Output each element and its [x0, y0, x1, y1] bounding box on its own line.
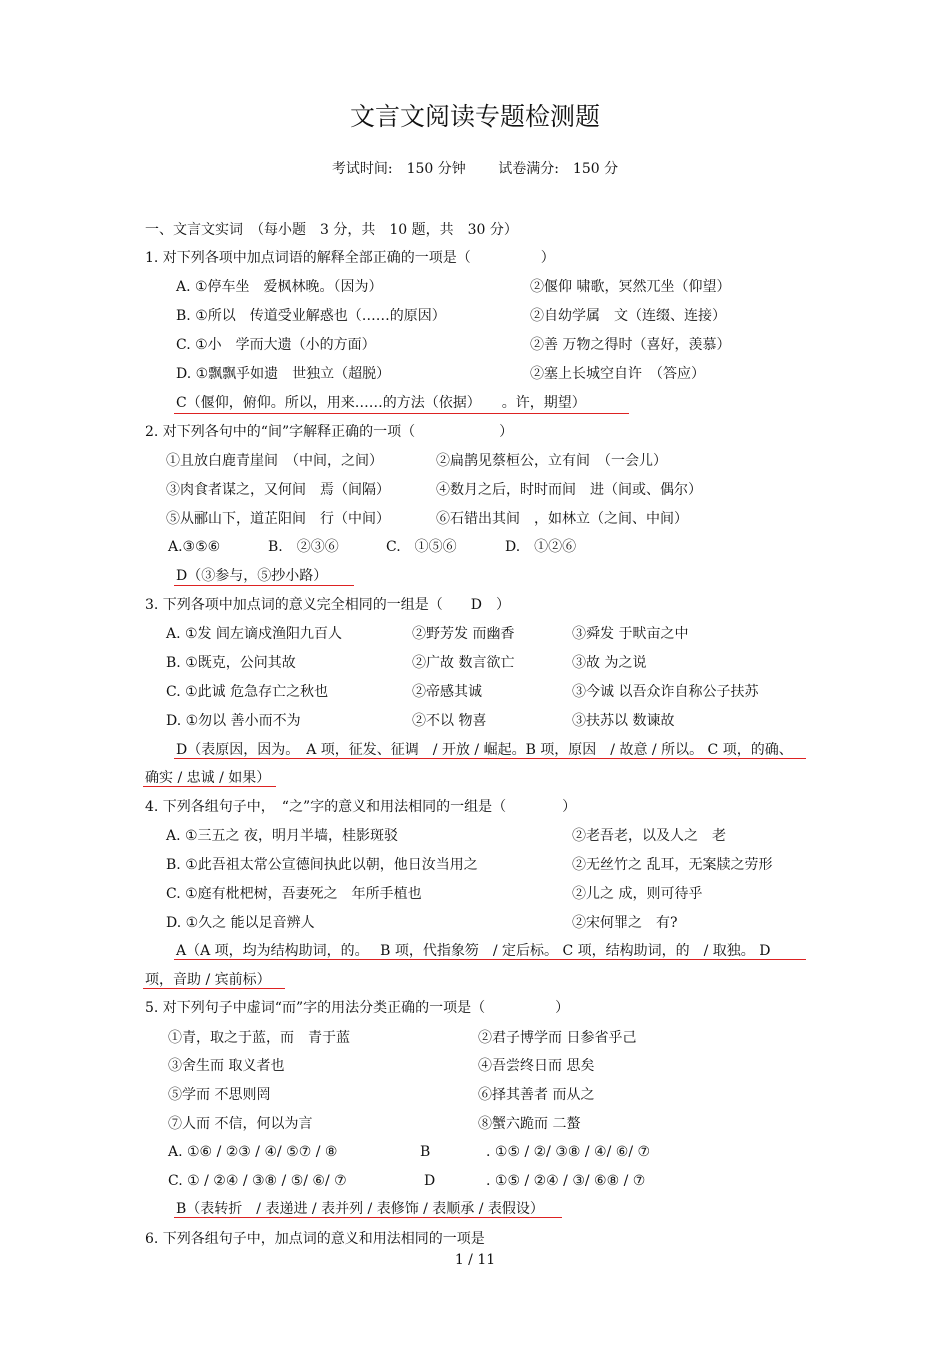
q4-option-d2: ②宋何罪之 有? [572, 915, 678, 931]
q3-option-c3: ③今诚 以吾众诈自称公子扶苏 [572, 684, 759, 700]
q1-option-a2: ②偃仰 啸歌，冥然兀坐（仰望） [530, 279, 731, 295]
q1-option-d1: D. ①飘飘乎如遗 世独立（超脱） [176, 366, 391, 382]
q1-option-a1: A. ①停车坐 爱枫林晚。（因为） [176, 279, 383, 295]
q3-option-b1: B. ①既克，公问其故 [166, 655, 296, 671]
q2-option-5: ⑤从郦山下，道芷阳间 行（中间） [166, 511, 390, 527]
exam-score: 试卷满分: 150 分 [498, 161, 619, 177]
q2-stem: 2. 对下列各句中的“间”字解释正确的一项（ ） [145, 424, 514, 440]
q3-answer-underline1 [174, 758, 806, 759]
q4-option-b1: B. ①此吾祖太常公宣德间执此以朝，他日汝当用之 [166, 857, 478, 873]
q1-option-b1: B. ①所以 传道受业解惑也（……的原因） [176, 308, 446, 324]
q5-answer-underline [174, 1217, 562, 1218]
q5-option-4: ④吾尝终日而 思矣 [478, 1058, 595, 1074]
q1-option-c1: C. ①小 学而大遗（小的方面） [176, 337, 376, 353]
q2-choice-a: A.③⑤⑥ [168, 539, 221, 555]
q4-answer-underline2 [143, 988, 285, 989]
q3-option-a1: A. ①发 闾左谪戍渔阳九百人 [166, 626, 343, 642]
q1-answer: C（偃仰，俯仰。所以，用来……的方法（依据） 。许，期望） [176, 395, 586, 411]
q5-choice-d-letter: D [424, 1173, 436, 1189]
q2-option-2: ②扁鹊见蔡桓公，立有间 （一会儿） [436, 453, 667, 469]
q5-stem: 5. 对下列句子中虚词“而”字的用法分类正确的一项是（ ） [145, 1000, 570, 1016]
q5-choice-c: C. ① / ②④ / ③⑧ / ⑤/ ⑥/ ⑦ [168, 1173, 347, 1189]
q1-stem: 1. 对下列各项中加点词语的解释全部正确的一项是（ ） [145, 250, 555, 266]
q2-answer-underline [174, 585, 354, 586]
q4-option-c2: ②儿之 成，则可待乎 [572, 886, 703, 902]
q4-answer-underline1 [174, 959, 806, 960]
q5-choice-d: . ①⑤ / ②④ / ③/ ⑥⑧ / ⑦ [486, 1173, 646, 1189]
q3-option-a3: ③舜发 于畎亩之中 [572, 626, 689, 642]
q5-option-2: ②君子博学而 日参省乎己 [478, 1030, 637, 1046]
q5-choice-b: . ①⑤ / ②/ ③⑧ / ④/ ⑥/ ⑦ [486, 1144, 651, 1160]
q1-option-d2: ②塞上长城空自许 （答应） [530, 366, 705, 382]
q4-option-b2: ②无丝竹之 乱耳，无案牍之劳形 [572, 857, 773, 873]
q2-option-4: ④数月之后，时时而间 进（间或、偶尔） [436, 482, 702, 498]
q2-option-6: ⑥石错出其间 ，如林立（之间、中间） [436, 511, 688, 527]
q4-option-a2: ②老吾老，以及人之 老 [572, 828, 726, 844]
section-heading: 一、文言文实词 （每小题 3 分，共 10 题，共 30 分） [145, 222, 518, 238]
q5-option-8: ⑧蟹六跪而 二螯 [478, 1116, 581, 1132]
page-title: 文言文阅读专题检测题 [349, 102, 600, 131]
q5-option-5: ⑤学而 不思则罔 [168, 1087, 271, 1103]
q2-choice-b: B. ②③⑥ [268, 539, 339, 555]
q5-answer: B（表转折 / 表递进 / 表并列 / 表修饰 / 表顺承 / 表假设） [176, 1201, 544, 1217]
q5-option-1: ①青，取之于蓝，而 青于蓝 [168, 1030, 350, 1046]
q4-answer-line1: A（A 项，均为结构助词，的。 B 项，代指象笏 / 定后标。 C 项，结构助词，的 / 取独。 D [176, 943, 771, 959]
q3-option-c2: ②帝感其诚 [412, 684, 482, 700]
q3-option-d3: ③扶苏以 数谏故 [572, 713, 675, 729]
q2-option-3: ③肉食者谋之，又何间 焉（间隔） [166, 482, 390, 498]
q3-stem: 3. 下列各项中加点词的意义完全相同的一组是（ D ） [145, 597, 511, 613]
q5-option-3: ③舍生而 取义者也 [168, 1058, 285, 1074]
q4-option-c1: C. ①庭有枇杷树，吾妻死之 年所手植也 [166, 886, 422, 902]
q1-option-c2: ②善 万物之得时（喜好，羡慕） [530, 337, 731, 353]
q4-answer-line2: 项，音助 / 宾前标） [145, 972, 271, 988]
page-number: 1 / 11 [454, 1252, 496, 1268]
q5-option-7: ⑦人而 不信，何以为言 [168, 1116, 313, 1132]
q3-option-b3: ③故 为之说 [572, 655, 647, 671]
q3-option-c1: C. ①此诚 危急存亡之秋也 [166, 684, 329, 700]
q3-answer-underline2 [143, 786, 276, 787]
q1-answer-underline [174, 413, 629, 414]
q4-option-d1: D. ①久之 能以足音辨人 [166, 915, 315, 931]
exam-time: 考试时间: 150 分钟 [331, 161, 466, 177]
q2-option-1: ①且放白鹿青崖间 （中间，之间） [166, 453, 383, 469]
q3-option-b2: ②广故 数言欲亡 [412, 655, 515, 671]
q2-answer: D（③参与，⑤抄小路） [176, 568, 328, 584]
q3-answer-line2: 确实 / 忠诚 / 如果） [145, 770, 271, 786]
q3-option-d1: D. ①勿以 善小而不为 [166, 713, 301, 729]
q2-choice-c: C. ①⑤⑥ [386, 539, 457, 555]
q5-choice-a: A. ①⑥ / ②③ / ④/ ⑤⑦ / ⑧ [168, 1144, 338, 1160]
exam-info [0, 158, 950, 178]
q2-choice-d: D. ①②⑥ [505, 539, 577, 555]
q3-option-a2: ②野芳发 而幽香 [412, 626, 515, 642]
q5-choice-b-letter: B [420, 1144, 431, 1160]
q3-answer-line1: D（表原因，因为。 A 项，征发、征调 / 开放 / 崛起。B 项，原因 / 故意 / 所以。 C 项，的确、 [176, 742, 793, 758]
q1-option-b2: ②自幼学属 文（连缀、连接） [530, 308, 726, 324]
q4-option-a1: A. ①三五之 夜，明月半墙，桂影斑驳 [166, 828, 399, 844]
q4-stem: 4. 下列各组句子中， “之”字的意义和用法相同的一组是（ ） [145, 799, 577, 815]
q3-option-d2: ②不以 物喜 [412, 713, 487, 729]
q6-stem: 6. 下列各组句子中，加点词的意义和用法相同的一项是 [145, 1231, 485, 1247]
q5-option-6: ⑥择其善者 而从之 [478, 1087, 595, 1103]
